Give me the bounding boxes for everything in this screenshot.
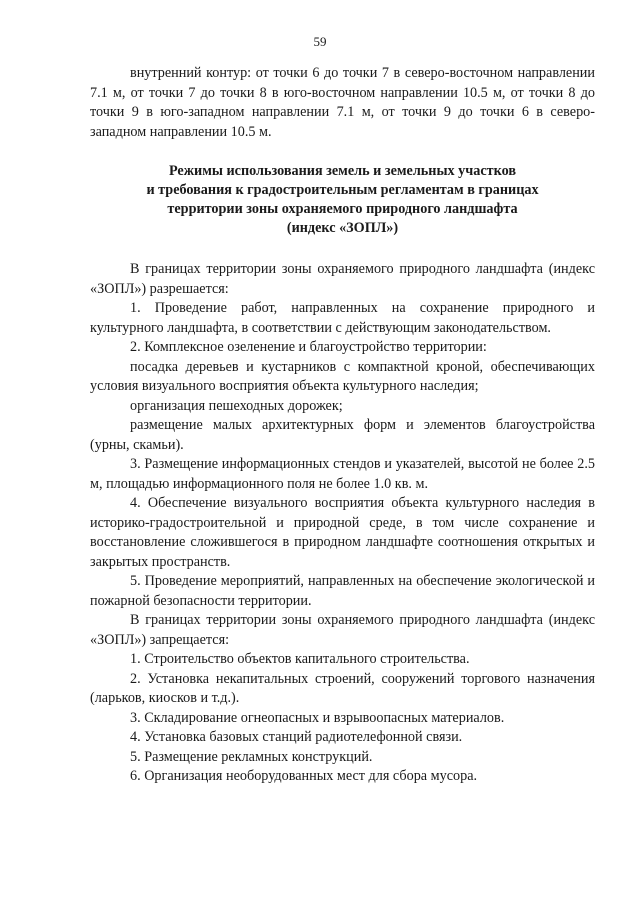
heading-line-2: и требования к градостроительным регламентам в границах (146, 182, 539, 198)
document-body (90, 64, 595, 787)
intro-paragraph: внутренний контур: от точки 6 до точки 7 в северо-восточном направлении 7.1 м, от точки 7 до точки 8 в юго-восточном направлении 10.5 м, от точки 8 до точки 9 в юго-западном направлении 7.1 м, от точки 9 до точки 6 в северо-западном направлении 10.5 м. (90, 65, 595, 140)
paragraph-prohibited-intro: В границах территории зоны охраняемого природного ландшафта (индекс «ЗОПЛ») запрещается: (90, 612, 595, 648)
paragraph-permitted-2a: посадка деревьев и кустарников с компактной кроной, обеспечивающих условия визуального восприятия объекта культурного наследия; (90, 358, 595, 394)
paragraph-permitted-5: 5. Проведение мероприятий, направленных на обеспечение экологической и пожарной безопасности территории. (90, 573, 595, 609)
section-heading (90, 162, 595, 238)
paragraph-permitted-2b: организация пешеходных дорожек; (130, 397, 343, 414)
heading-line-3: территории зоны охраняемого природного ландшафта (167, 201, 518, 217)
paragraph-prohibited-2: 2. Установка некапитальных строений, сооружений торгового назначения (ларьков, киосков и т.д.). (90, 670, 595, 706)
heading-line-4: (индекс «ЗОПЛ») (286, 220, 399, 236)
paragraph-permitted-2: 2. Комплексное озеленение и благоустройство территории: (130, 339, 487, 355)
page-number: 59 (313, 34, 327, 49)
paragraph-permitted-3: 3. Размещение информационных стендов и указателей, высотой не более 2.5 м, площадью информационного поля не более 1.0 кв. м. (90, 456, 595, 492)
paragraph-permitted-1: 1. Проведение работ, направленных на сохранение природного и культурного ландшафта, в соответствии с действующим законодательством. (90, 300, 595, 336)
paragraph-permitted-4: 4. Обеспечение визуального восприятия объекта культурного наследия в историко-градостроительной и природной среде, в том числе сохранение и восстановление сложившегося в природном ландшафте соотношения открытых и закрытых пространств. (90, 495, 595, 570)
heading-line-1: Режимы использования земель и земельных участков (168, 163, 517, 179)
paragraph-prohibited-1: 1. Строительство объектов капитального строительства. (130, 651, 470, 667)
paragraph-prohibited-6: 6. Организация необорудованных мест для сбора мусора. (130, 768, 478, 784)
paragraph-prohibited-4: 4. Установка базовых станций радиотелефонной связи. (130, 729, 463, 745)
paragraph-permitted-2c: размещение малых архитектурных форм и элементов благоустройства (урны, скамьи). (90, 417, 595, 453)
paragraph-permitted-intro: В границах территории зоны охраняемого природного ландшафта (индекс «ЗОПЛ») разрешается: (90, 261, 595, 297)
paragraph-prohibited-3: 3. Складирование огнеопасных и взрывоопасных материалов. (130, 709, 505, 726)
paragraph-prohibited-5: 5. Размещение рекламных конструкций. (130, 748, 373, 765)
